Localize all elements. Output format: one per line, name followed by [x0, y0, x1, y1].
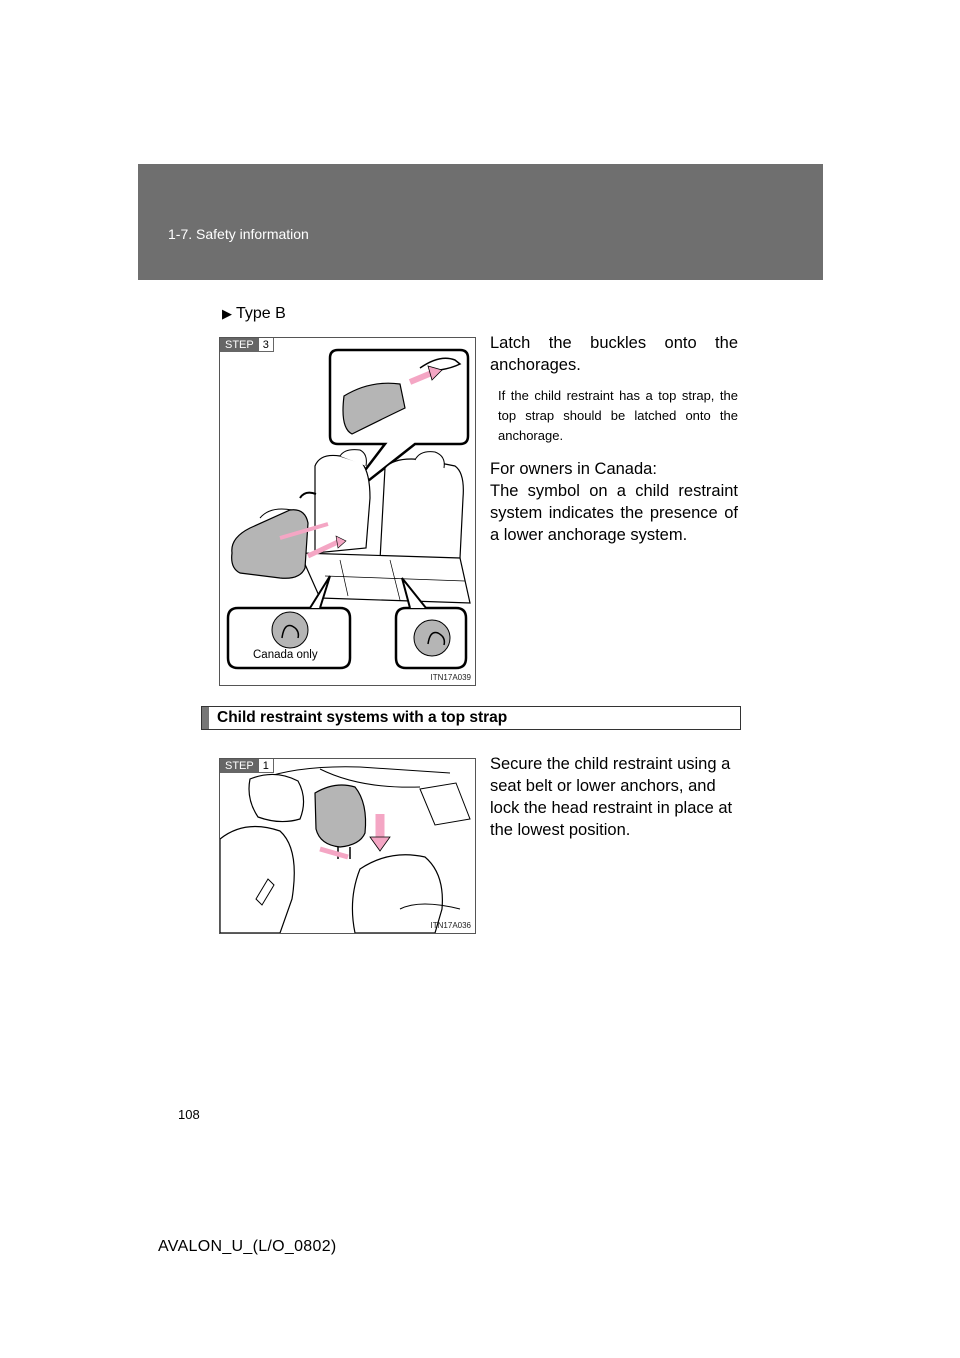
figure-code: ITN17A039	[430, 673, 471, 682]
step-number: 1	[259, 759, 274, 773]
head-restraint-illustration	[220, 759, 475, 933]
step-label: STEP	[220, 338, 259, 352]
triangle-arrow-icon: ▶	[222, 306, 232, 321]
section-top-strap-title: Child restraint systems with a top strap	[217, 709, 508, 726]
rear-seat-illustration	[220, 338, 475, 685]
figure-latch-buckles	[219, 337, 476, 686]
section-marker	[202, 707, 209, 729]
section-top-strap	[201, 706, 741, 730]
model-code: AVALON_U_(L/O_0802)	[158, 1238, 337, 1255]
instruction-text-1	[490, 332, 738, 554]
page-number: 108	[178, 1107, 200, 1122]
page-header	[138, 164, 823, 280]
top-strap-note: If the child restraint has a top strap, the top strap should be latched onto the anchorage.	[498, 388, 738, 443]
step-number: 3	[259, 338, 274, 352]
latch-instruction: Latch the buckles onto the anchorages.	[490, 334, 738, 374]
type-b-text: Type B	[236, 305, 286, 322]
canada-body: The symbol on a child restraint system indicates the presence of a lower anchorage system.	[490, 482, 738, 544]
figure-head-restraint	[219, 758, 476, 934]
type-b-label	[222, 305, 286, 323]
figure-code: ITN17A036	[430, 921, 471, 930]
instruction-text-2	[490, 753, 738, 849]
section-title: 1-7. Safety information	[168, 226, 309, 242]
canada-heading: For owners in Canada:	[490, 460, 657, 478]
step-label: STEP	[220, 759, 259, 773]
secure-instruction: Secure the child restraint using a seat belt or lower anchors, and lock the head restraint in place at the lowest position.	[490, 755, 733, 839]
canada-only-label: Canada only	[253, 649, 318, 661]
